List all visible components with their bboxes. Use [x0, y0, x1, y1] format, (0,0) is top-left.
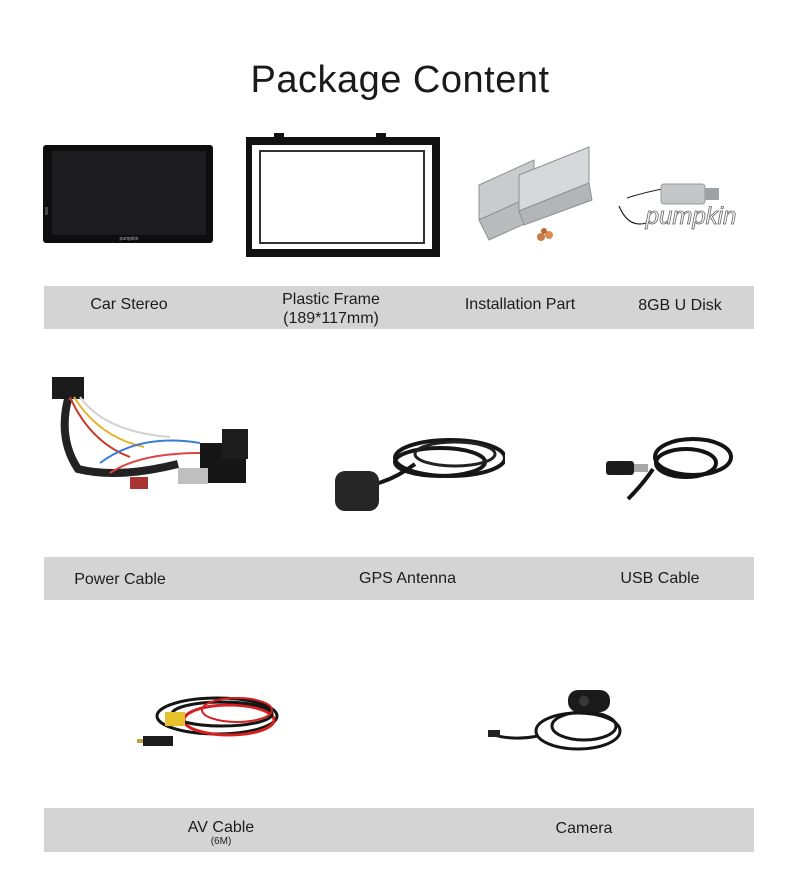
- usb-disk-image: [617, 178, 765, 240]
- label-av-cable: AV Cable (6M): [187, 819, 255, 847]
- stereo-logo-text: pumpkin: [119, 236, 139, 242]
- camera-image: [488, 686, 628, 758]
- brand-watermark: pumpkin: [645, 203, 737, 230]
- label-power-cable: Power Cable: [74, 571, 166, 588]
- power-cable-image: [40, 373, 260, 503]
- label-usb-cable: USB Cable: [620, 570, 700, 587]
- label-car-stereo: Car Stereo: [90, 296, 168, 313]
- label-plastic-frame: Plastic Frame (189*117mm): [282, 291, 380, 327]
- page-title: Package Content: [250, 59, 550, 102]
- plastic-frame-image: [246, 133, 441, 258]
- gps-antenna-image: [330, 436, 505, 516]
- label-installation-part: Installation Part: [464, 296, 576, 313]
- label-camera: Camera: [555, 820, 613, 837]
- label-gps-antenna: GPS Antenna: [359, 570, 456, 587]
- car-stereo-image: [43, 145, 215, 245]
- usb-cable-image: [598, 429, 738, 504]
- label-usb-disk: 8GB U Disk: [638, 297, 722, 314]
- av-cable-image: [137, 686, 287, 756]
- installation-part-image: [474, 145, 599, 245]
